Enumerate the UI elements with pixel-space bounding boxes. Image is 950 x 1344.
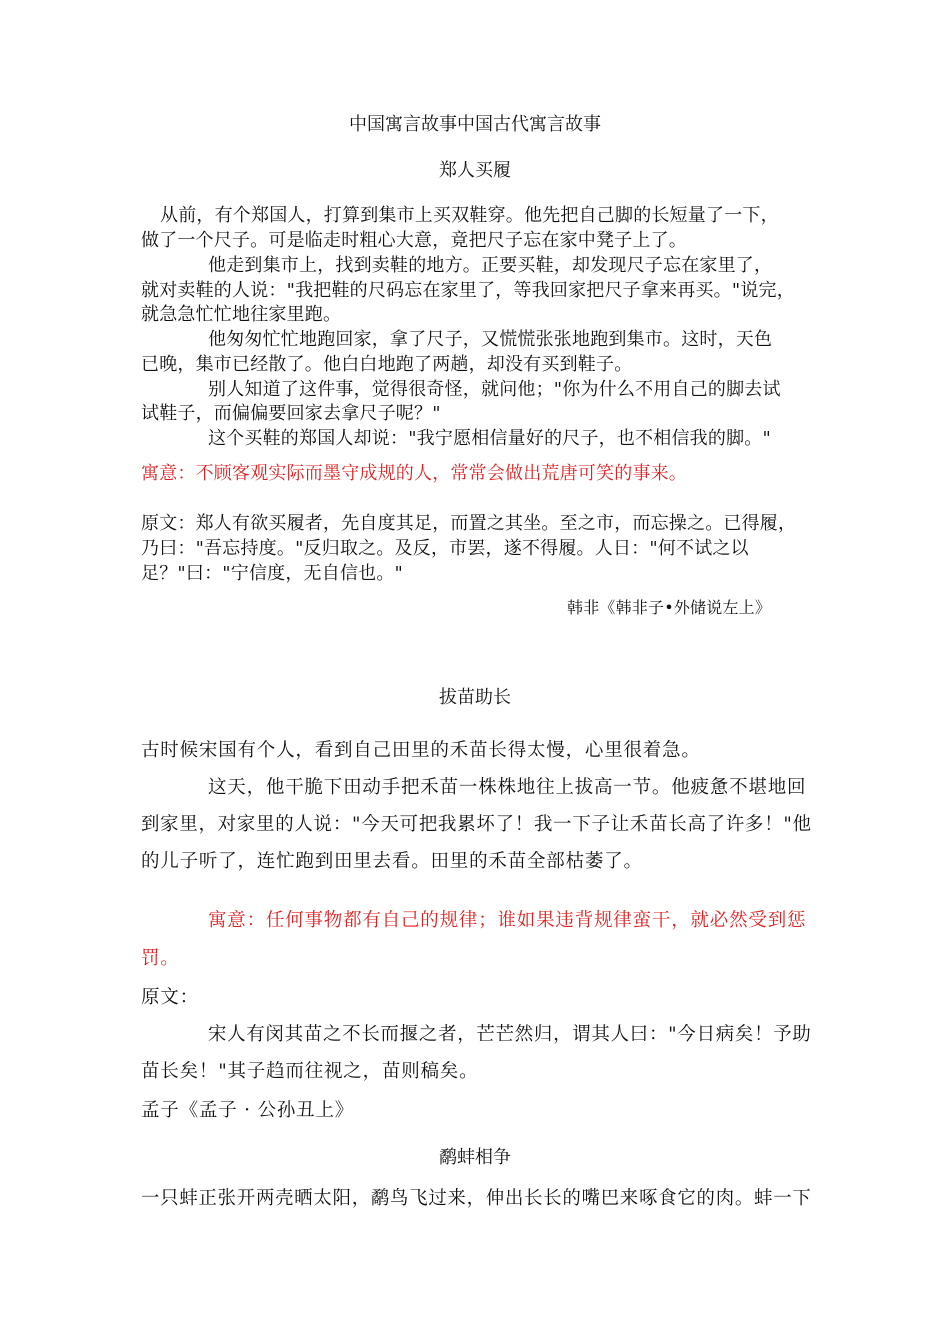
- paragraph-line: 已晚，集市已经散了。他白白地跑了两趟，却没有买到鞋子。: [141, 354, 633, 375]
- paragraph-line: 他走到集市上，找到卖鞋的地方。正要买鞋，却发现尺子忘在家里了，: [208, 255, 773, 276]
- paragraph-line: 他匆匆忙忙地跑回家，拿了尺子，又慌慌张张地跑到集市。这时，天色: [208, 329, 773, 350]
- original-label: 原文：: [141, 987, 199, 1008]
- moral-text: 罚。: [141, 948, 180, 969]
- moral-text: 寓意：任何事物都有自己的规律；谁如果违背规律蛮干，就必然受到惩: [208, 910, 807, 931]
- original-text-line: 苗长矣！"其子趋而往视之，苗则稿矣。: [141, 1061, 479, 1082]
- paragraph-line: 到家里，对家里的人说："今天可把我累坏了！我一下子让禾苗长高了许多！"他: [141, 814, 812, 835]
- story-title-bamiao-zhuzhang: 拔苗助长: [439, 687, 511, 708]
- moral-text: 寓意：不顾客观实际而墨守成规的人，常常会做出荒唐可笑的事来。: [141, 463, 687, 484]
- paragraph-line: 古时候宋国有个人，看到自己田里的禾苗长得太慢，心里很着急。: [141, 740, 701, 761]
- original-text-line: 足？"曰："宁信度，无自信也。": [141, 563, 404, 584]
- document-title: 中国寓言故事中国古代寓言故事: [349, 114, 601, 135]
- original-text-line: 宋人有闵其苗之不长而揠之者，芒芒然归，谓其人曰："今日病矣！予助: [208, 1024, 812, 1045]
- paragraph-line: 的儿子听了，连忙跑到田里去看。田里的禾苗全部枯萎了。: [141, 851, 643, 872]
- story-title-yubang-xiangzheng: 鹬蚌相争: [439, 1147, 511, 1168]
- source-citation: 孟子《孟子 · 公孙丑上》: [141, 1100, 355, 1121]
- source-citation: 韩非《韩非子•外储说左上》: [567, 598, 772, 617]
- original-text-line: 乃曰："吾忘持度。"反归取之。及反，市罢，遂不得履。人日："何不试之以: [141, 538, 749, 559]
- paragraph-line: 从前，有个郑国人，打算到集市上买双鞋穿。他先把自己脚的长短量了一下，: [160, 205, 779, 226]
- paragraph-line: 别人知道了这件事，觉得很奇怪，就问他；"你为什么不用自己的脚去试: [208, 379, 781, 400]
- paragraph-line: 就急急忙忙地往家里跑。: [141, 304, 342, 325]
- paragraph-line: 这天，他干脆下田动手把禾苗一株株地往上拔高一节。他疲惫不堪地回: [208, 777, 807, 798]
- paragraph-line: 一只蚌正张开两壳晒太阳，鹬鸟飞过来，伸出长长的嘴巴来啄食它的肉。蚌一下: [141, 1188, 812, 1209]
- paragraph-line: 做了一个尺子。可是临走时粗心大意，竟把尺子忘在家中凳子上了。: [141, 230, 687, 251]
- paragraph-line: 这个买鞋的郑国人却说："我宁愿相信量好的尺子，也不相信我的脚。": [208, 428, 771, 449]
- original-text-line: 原文：郑人有欲买履者，先自度其足，而置之其坐。至之市，而忘操之。已得履，: [141, 513, 797, 534]
- paragraph-line: 就对卖鞋的人说："我把鞋的尺码忘在家里了，等我回家把尺子拿来再买。"说完，: [141, 280, 795, 301]
- story-title-zhengren-mailv: 郑人买履: [439, 160, 511, 181]
- paragraph-line: 试鞋子，而偏偏要回家去拿尺子呢？": [141, 403, 441, 424]
